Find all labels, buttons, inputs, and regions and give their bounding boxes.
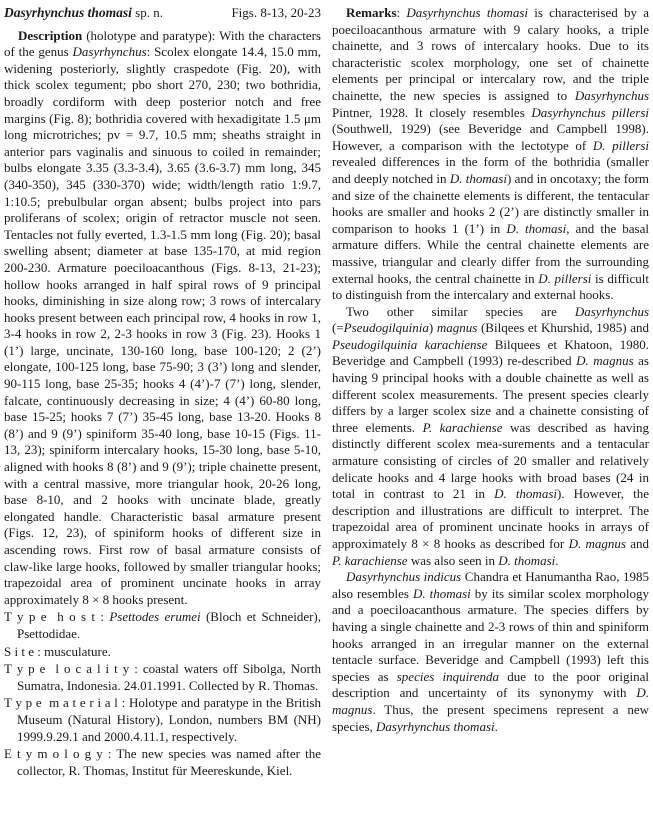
text-run: (Southwell, 1929) (see Beveridge and Campbell 1998). However, a comparison with the lectotype of [332, 121, 649, 153]
text-run: D. thomasi [498, 552, 556, 568]
remarks-paragraph [332, 5, 649, 304]
text-run: Pintner, 1928. It closely resembles [332, 104, 532, 120]
text-run: D. magnus [568, 536, 626, 551]
text-run: species inquirenda [396, 668, 500, 684]
text-run: was described as having distinctly different scolex mea-surements and a tentacular armature consisting of circles of 20 smaller and relatively delicate hooks and 4 large hooks with broad bases (24 in total in contrast to 21 in [332, 419, 649, 502]
text-run: Pseudogilquinia karachiense [332, 336, 488, 352]
text-run: ). However, the description and illustrations are difficult to interpret. The trapezoidal area of prominent uncinate hooks in arrays of approximately 8 × 8 hooks as described for [332, 486, 650, 551]
description-paragraph [4, 28, 321, 609]
text-run: Description [18, 27, 83, 43]
text-run: Dasyrhynchus pillersi [531, 104, 649, 120]
indicus-paragraph [332, 569, 649, 735]
text-run: as having 9 principal hooks with a double chainette as well as different scolex measurements. The present species clearly differs by a larger scolex size and a chainette consisting of three elements. [332, 353, 649, 435]
text-run: is characterised by a poeciloacanthous armature with 9 calary hooks, a triple chainette, and 3 rows of intercalary hooks. Due to its characteristic scolex morphology, one set of chainette elements per principal or intercalary row, and the triple chainette, the new species is assigned to [332, 5, 649, 103]
article-header [4, 5, 321, 22]
site-entry [4, 644, 321, 661]
figure-reference: Figs. 8-13, 20-23 [231, 5, 321, 20]
text-run: Chandra et Hanumantha Rao, 1985 also resembles [332, 569, 649, 601]
text-run: by its similar scolex morphology and a poeciloacanthous armature. The species differs by having a single chainette and 2-3 rows of thin and spiniform hooks arranged in an irregular manner on the external tentacle surface. Beveridge and Campbell (1993) left this species as [332, 585, 650, 684]
text-run: ) [428, 320, 437, 336]
text-run: Dasyrhynchus [574, 303, 649, 319]
text-run: Dasyrhynchus thomasi [376, 718, 495, 734]
text-run: Dasyrhynchus [72, 44, 147, 60]
text-run: D. pillersi [592, 137, 649, 153]
comparison-paragraph [332, 304, 649, 570]
text-run: E t y m o l o g y : The new species was named after the collector, R. Thomas, Institut für Meereskunde, Kiel. [4, 746, 321, 778]
text-run: (Bloch et Schneider), Psettodidae. [17, 609, 322, 641]
type-locality-entry [4, 661, 321, 694]
etymology-entry [4, 746, 321, 779]
text-run: Dasyrhynchus [574, 87, 649, 103]
text-run: Dasyrhynchus indicus [346, 569, 462, 585]
text-run: Dasyrhynchus thomasi [406, 5, 528, 20]
type-host-entry [4, 609, 321, 642]
text-run: . Thus, the present specimens represent a new species, [332, 701, 649, 734]
text-run: T y p e m a t e r i a l : Holotype and paratype in the British Museum (Natural History), London, numbers BM (NH) 1999.9.29.1 and 2000.4.11.1, respectively. [4, 695, 321, 744]
species-title [4, 5, 163, 22]
text-run: P. karachiense [422, 419, 503, 435]
text-run: T y p e h o s t : [4, 609, 110, 625]
text-run: (holotype and paratype): With the characters of the genus [4, 27, 321, 60]
species-name: Dasyrhynchus thomasi [4, 5, 132, 20]
text-run: Remarks [346, 5, 397, 20]
text-run: due to the poor original description and uncertainty of its synonymy with [332, 668, 649, 701]
text-run: D. thomasi [412, 585, 471, 601]
text-run: S i t e : musculature. [4, 643, 111, 659]
right-column [332, 5, 649, 821]
text-run: D. magnus [576, 353, 634, 369]
text-run: Two other similar species are [346, 303, 575, 319]
text-run: Psettodes erumei [109, 609, 201, 625]
left-column-text [4, 28, 321, 780]
text-run: . [555, 552, 559, 568]
species-suffix: sp. n. [131, 5, 163, 20]
text-run: T y p e l o c a l i t y : coastal waters off Sibolga, North Sumatra, Indonesia. 24.01.1991. Collected by R. Thomas. [4, 661, 321, 693]
text-run: : [396, 5, 407, 20]
text-run: is difficult to distinguish from the intercalary and external hooks. [332, 270, 649, 303]
text-run: P. karachiense [332, 552, 408, 568]
text-run: D. pillersi [538, 270, 592, 286]
text-run: D. thomasi [506, 220, 567, 236]
left-column [4, 5, 321, 821]
text-run: Bilquees et Khatoon, 1980. Beveridge and Campbell (1993) re-described [332, 336, 649, 369]
right-column-text [332, 5, 649, 735]
text-run: (Bilqees et Khurshid, 1985) and [477, 320, 649, 336]
text-run: Pseudogilquinia [343, 320, 429, 336]
text-run: . [494, 718, 498, 734]
text-run: revealed differences in the form of the bothridia (smaller and deeply notched in [332, 154, 649, 186]
text-run: , and the basal armature differs. While the central chainette elements are massive, triangular and clearly differ from the surrounding external hooks, the central chainette in [332, 220, 649, 286]
text-run: D. magnus [332, 685, 649, 717]
text-run: magnus [436, 320, 478, 336]
text-run: was also seen in [407, 552, 499, 568]
text-run: D. thomasi [494, 486, 557, 502]
text-run: : Scolex elongate 14.4, 15.0 mm, widening posteriorly, slightly craspedote (Fig. 20), with thick scolex tegument; pbo short 270, 230; two bothridia, broadly cordiform with deep posterior notch and free margins (Fig. 8); bothridia covered with hexadigitate 1.5 μm long microtriches; pv = 9.7, 10.5 mm; sheaths straight in anterior pars vaginalis and sinuous to coiled in remainder; bulbs elongate 3.35 (3.3-3.4), 3.65 (3.6-3.7) mm long, 345 (340-350), 345 (330-370) wide; width/length ratio 1:9.7, 1:10.5; prebulbular organ absent; bulbs project into pars proliferans of scolex; origin of retractor muscle not seen. Tentacles not fully everted, 1.3-1.5 mm long (Fig. 20); basal swelling absent; diameter at base 135-170, at mid region 200-230. Armature poeciloacanthous (Figs. 8-13, 21-23); hollow hooks arranged in half spiral rows of 9 principal hooks, diminishing in size along row; 3 rows of intercalary hooks present between each principal row, 4 hooks in row 1, 3-4 hooks in row 2, 2-3 hooks in row 3 (Fig. 23). Hooks 1 (1’) large, uncinate, 130-160 long, base 100-120; 2 (2’) elongate, 100-125 long, base 75-90; 3 (3’) long and slender, 90-115 long, base 25-35; hooks 4 (4’)-7 (7’) long, slender, falcate, continuously decreasing in size; 4 (4’) 60-80 long, base 15-25; hooks 7 (7’) 35-45 long, base 13-20. Hooks 8 (8’) and 9 (9’) spiniform 35-40 long, base 10-15 (Figs. 11-13, 23); spiniform intercalary hooks, 15-30 long, base 5-10, aligned with hooks 8 (8’) and 9 (9’); triple chainette present, with a central massive, more triangular hook, 20-26 long, base 8-10, and 2 hooks with uncinate blade, greatly elongated handle. Characteristic basal armature present (Figs. 12, 23), of spiniform hooks of different size in ascending rows. First row of basal armature consists of claw-like large hooks, followed by smaller triangular hooks; trapezoidal area of prominent uncinate hooks in array approximately 8 × 8 hooks present. [4, 44, 321, 607]
text-run: and [625, 536, 649, 551]
text-run: ) and in oncotaxy; the form and size of the chainette elements is different, the tentacular hooks are smaller and hooks 2 (2’) are distinctly smaller in comparison to hooks 1 (1’) in [332, 170, 650, 236]
text-run: (= [332, 320, 344, 336]
type-material-entry [4, 695, 321, 745]
text-run: D. thomasi [449, 170, 507, 186]
